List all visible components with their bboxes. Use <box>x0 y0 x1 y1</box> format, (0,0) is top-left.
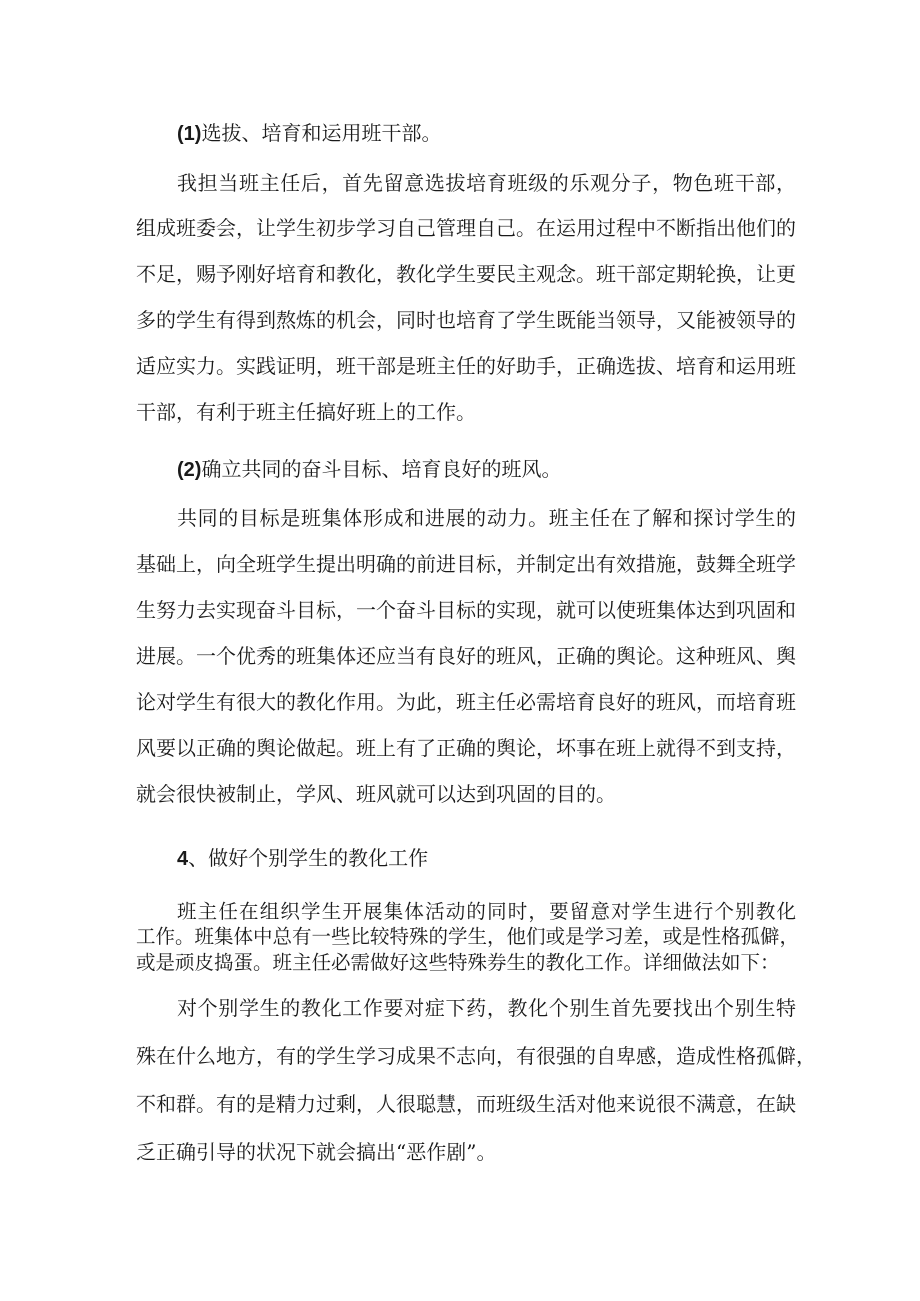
paragraph-line: 适应实力。实践证明，班干部是班主任的好助手，正确选拔、培育和运用班 <box>136 354 796 378</box>
paragraph-line: 共同的目标是班集体形成和进展的动力。班主任在了解和探讨学生的 <box>177 506 796 530</box>
paragraph-line: 进展。一个优秀的班集体还应当有良好的班风，正确的舆论。这种班风、舆 <box>136 644 796 668</box>
paragraph-line: 多的学生有得到熬炼的机会，同时也培育了学生既能当领导，又能被领导的 <box>136 308 796 332</box>
paragraph-line: 乏正确引导的状况下就会搞出“恶作剧”。 <box>136 1140 497 1164</box>
paragraph-line: 基础上，向全班学生提出明确的前进目标，并制定出有效措施，鼓舞全班学 <box>136 552 796 576</box>
paragraph-line: 对个别学生的教化工作要对症下药，教化个别生首先要找出个别生特 <box>177 996 796 1020</box>
section-heading-3 <box>177 845 428 872</box>
heading-text: 确立共同的奋斗目标、培育良好的班风。 <box>201 457 562 481</box>
paragraph-line: 论对学生有很大的教化作用。为此，班主任必需培育良好的班风，而培育班 <box>136 690 796 714</box>
paragraph-line: 就会很快被制止，学风、班风就可以达到巩固的目的。 <box>136 782 616 806</box>
heading-number: (2) <box>177 459 202 481</box>
paragraph-line: 不足，赐予刚好培育和教化，教化学生要民主观念。班干部定期轮换，让更 <box>136 262 796 286</box>
paragraph-line: 或是顽皮捣蛋。班主任必需做好这些特殊券生的教化工作。详细做法如下： <box>136 951 780 974</box>
heading-text: 选拔、培育和运用班干部。 <box>201 121 442 145</box>
paragraph-line: 干部，有利于班主任搞好班上的工作。 <box>136 400 476 424</box>
paragraph-line: 不和群。有的是精力过剩，人很聪慧，而班级生活对他来说很不满意，在缺 <box>136 1092 796 1116</box>
section-heading-1 <box>177 120 441 147</box>
heading-number: (1) <box>177 123 202 145</box>
section-heading-2 <box>177 456 561 483</box>
paragraph-line: 殊在什么地方，有的学生学习成果不志向，有很强的自卑感，造成性格孤僻， <box>136 1044 816 1068</box>
heading-text: 、做好个别学生的教化工作 <box>188 846 429 870</box>
paragraph-line: 生努力去实现奋斗目标，一个奋斗目标的实现，就可以使班集体达到巩固和 <box>136 598 796 622</box>
paragraph-line: 班主任在组织学生开展集体活动的同时，要留意对学生进行个别教化 <box>177 900 796 923</box>
paragraph-line: 我担当班主任后，首先留意选拔培育班级的乐观分子，物色班干部， <box>177 171 796 195</box>
paragraph-line: 组成班委会，让学生初步学习自己管理自己。在运用过程中不断指出他们的 <box>136 216 796 240</box>
heading-number: 4 <box>177 848 189 870</box>
paragraph-line: 风要以正确的舆论做起。班上有了正确的舆论，坏事在班上就得不到支持， <box>136 736 796 760</box>
paragraph-line: 工作。班集体中总有一些比较特殊的学生，他们或是学习差，或是性格孤僻， <box>136 925 800 948</box>
